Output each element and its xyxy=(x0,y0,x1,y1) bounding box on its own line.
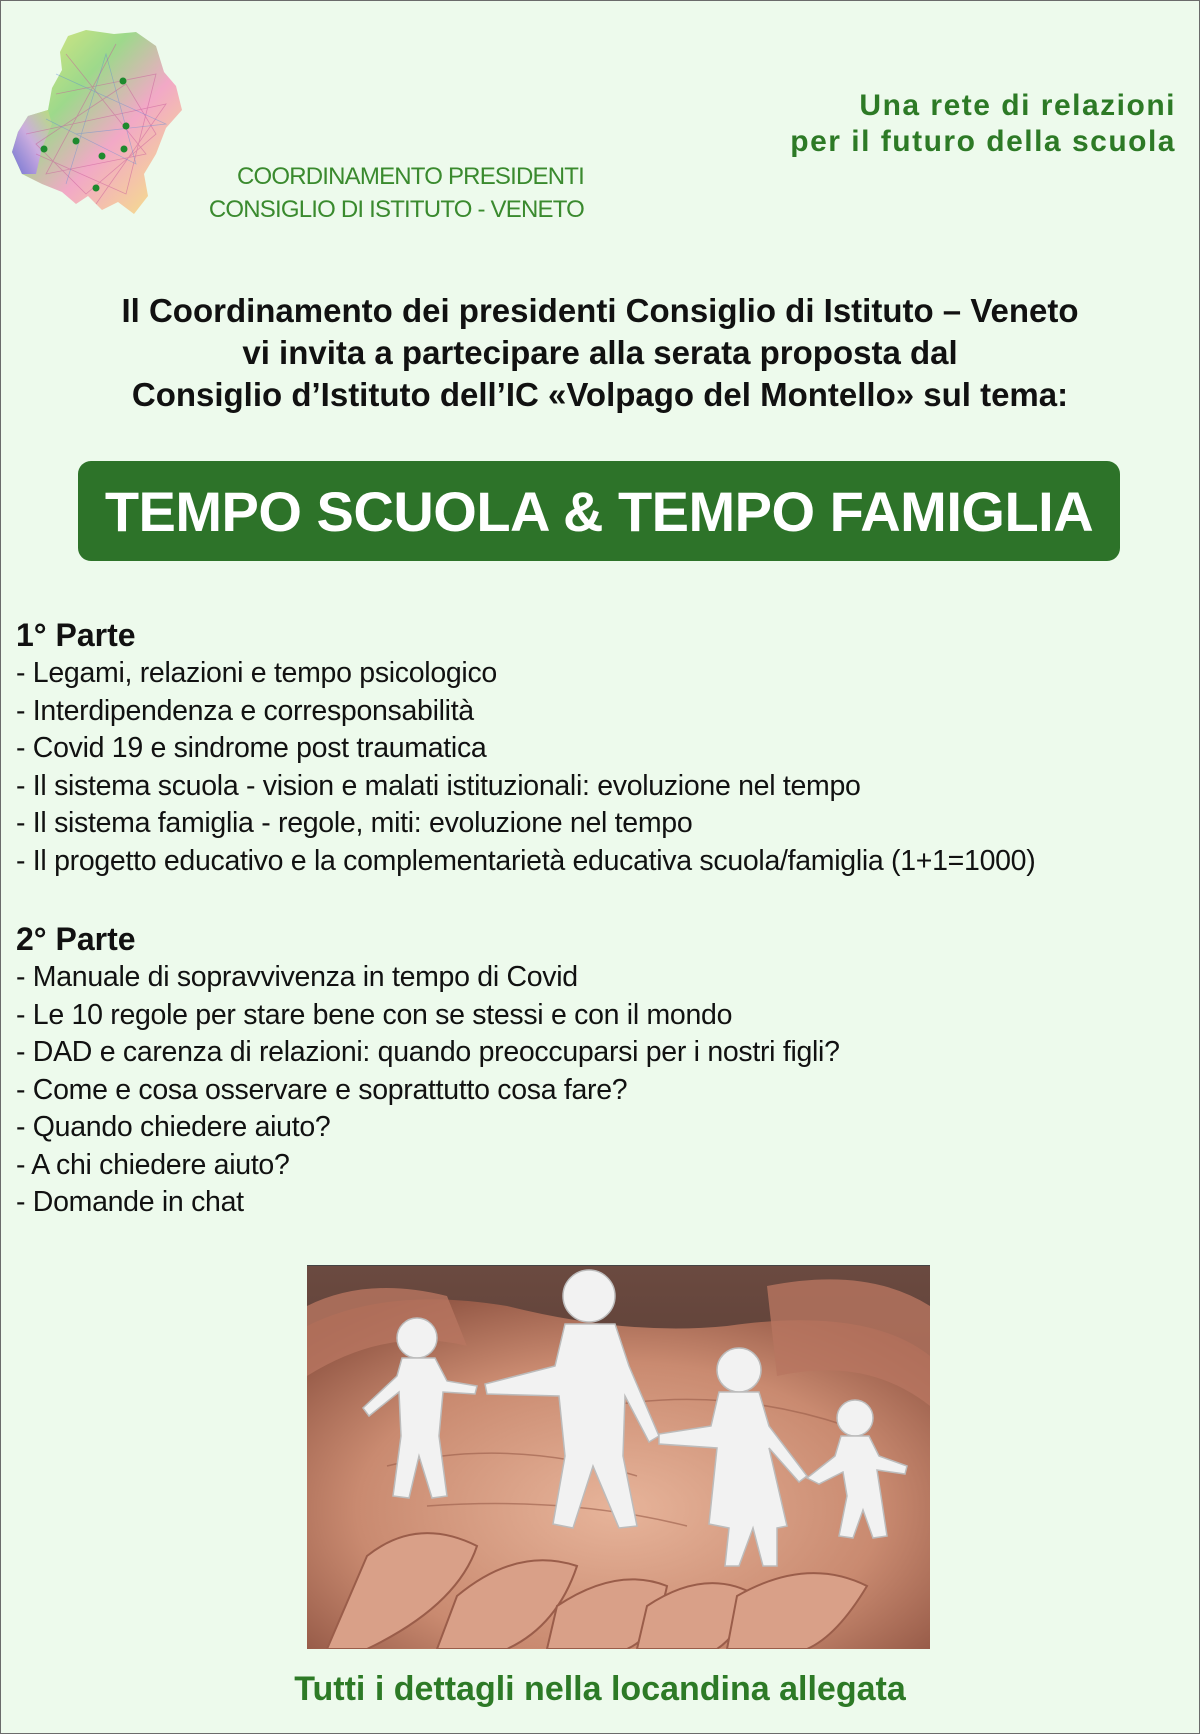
part2-title: 2° Parte xyxy=(16,921,136,957)
family-in-hands-photo xyxy=(307,1265,930,1649)
part2-list xyxy=(16,959,1186,1222)
part1-section xyxy=(16,617,1186,880)
footer-note: Tutti i dettagli nella locandina allegata xyxy=(294,1670,906,1708)
list-item: - Domande in chat xyxy=(16,1186,244,1218)
intro-line3: Consiglio d’Istituto dell’IC «Volpago del Montello» sul tema: xyxy=(131,376,1069,413)
list-item: - Covid 19 e sindrome post traumatica xyxy=(16,732,487,764)
list-item: - Legami, relazioni e tempo psicologico xyxy=(16,657,497,689)
list-item: - Le 10 regole per stare bene con se stessi e con il mondo xyxy=(16,998,733,1031)
list-item: - Quando chiedere aiuto? xyxy=(16,1111,331,1143)
banner-title: TEMPO SCUOLA & TEMPO FAMIGLIA xyxy=(104,479,1094,543)
list-item: - Il sistema famiglia - regole, miti: evoluzione nel tempo xyxy=(16,807,693,839)
org-name-line2: CONSIGLIO DI ISTITUTO - VENETO xyxy=(208,196,584,223)
list-item: - A chi chiedere aiuto? xyxy=(16,1148,290,1181)
tagline-line1: Una rete di relazioni xyxy=(859,89,1176,122)
part1-list xyxy=(16,655,1186,880)
intro-line1: Il Coordinamento dei presidenti Consiglio di Istituto – Veneto xyxy=(121,292,1079,329)
intro-text xyxy=(40,290,1160,416)
list-item: - Come e cosa osservare e soprattutto cosa fare? xyxy=(16,1073,628,1106)
part1-title: 1° Parte xyxy=(16,617,136,653)
tagline-line2: per il futuro della scuola xyxy=(790,125,1176,158)
organization-name xyxy=(150,160,584,226)
org-name-line1: COORDINAMENTO PRESIDENTI xyxy=(236,163,584,190)
list-item: - Interdipendenza e corresponsabilità xyxy=(16,694,474,727)
tagline xyxy=(700,88,1176,160)
list-item: - Manuale di sopravvivenza in tempo di Covid xyxy=(16,961,578,993)
title-banner xyxy=(78,461,1120,561)
part2-section xyxy=(16,921,1186,1222)
list-item: - DAD e carenza di relazioni: quando preoccuparsi per i nostri figli? xyxy=(16,1036,840,1068)
list-item: - Il progetto educativo e la complementarietà educativa scuola/famiglia (1+1=1000) xyxy=(16,844,1036,877)
intro-line2: vi invita a partecipare alla serata proposta dal xyxy=(242,334,958,371)
list-item: - Il sistema scuola - vision e malati istituzionali: evoluzione nel tempo xyxy=(16,769,861,802)
